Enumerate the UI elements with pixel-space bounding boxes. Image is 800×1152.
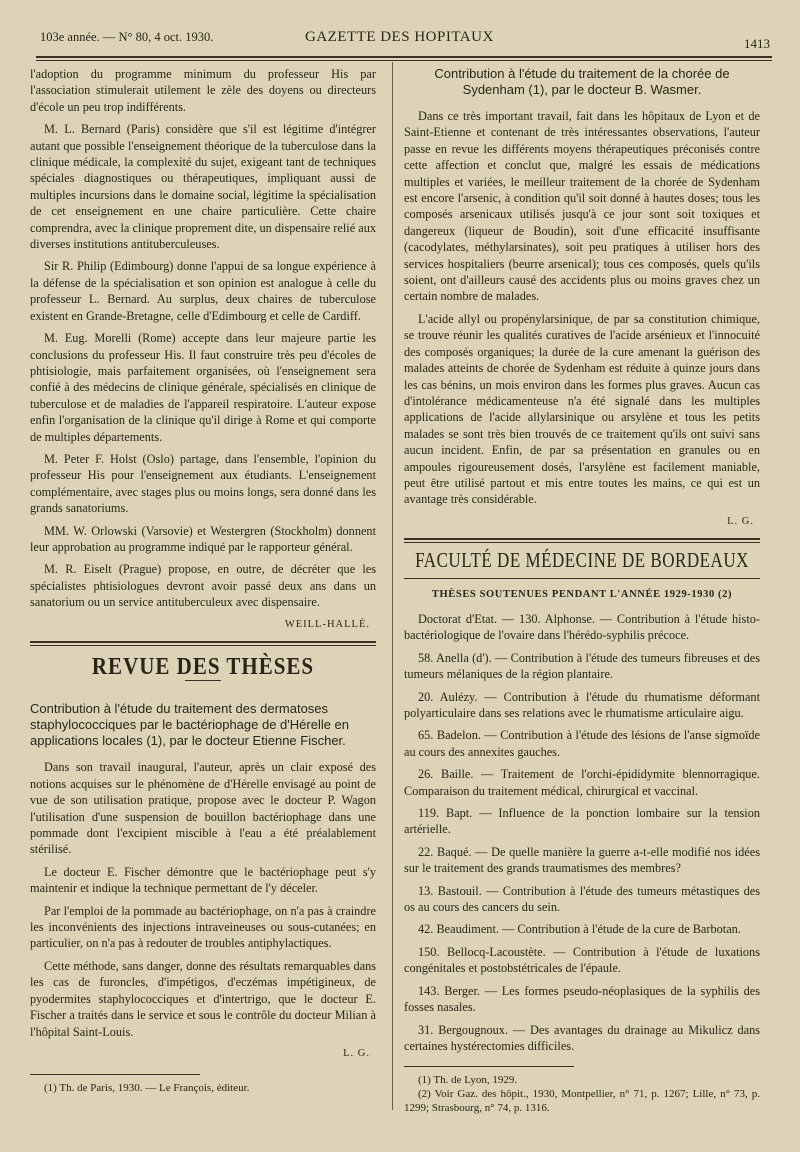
thesis-entry: 20. Aulézy. — Contribution à l'étude du rhumatisme déformant polyarticulaire dans ses relations avec le rhumatisme articulaire aigu. (404, 689, 760, 720)
section-title: FACULTÉ DE MÉDECINE DE BORDEAUX (415, 548, 749, 573)
paragraph: l'adoption du programme minimum du professeur His par l'association stimulerait utilement le zèle des doyens ou directeurs d'école un peu trop indifférents. (30, 67, 376, 114)
footnote: (1) Th. de Lyon, 1929. (418, 1074, 518, 1087)
article-title: Contribution à l'étude du traitement des dermatoses staphylococciques par le bactériophage de d'Hérelle en applications locales (1), par le docteur Etienne Fischer. (30, 701, 350, 749)
left-column (30, 66, 376, 1095)
thesis-entry: 143. Berger. — Les formes pseudo-néoplasiques de la syphilis des fosses nasales. (404, 983, 760, 1015)
footnote: (1) Th. de Paris, 1930. — Le François, éditeur. (44, 1082, 250, 1095)
article-signature: L. G. (343, 1047, 370, 1059)
thesis-entry: 150. Bellocq-Lacoustète. — Contribution à l'étude de luxations congénitales et postobstétricales de l'épaule. (404, 944, 760, 976)
thesis-entry: 22. Baqué. — De quelle manière la guerre a-t-elle modifié nos idées sur le traitement des grands traumatismes des membres? (404, 844, 760, 876)
paragraph: L'acide allyl ou propénylarsinique, de par sa constitution chimique, se trouve réunir les qualités curatives de l'acide arsénieux et l'innocuité des composés organiques; la durée de la cure amenant la guérison des malades atteints de chorée de Sydenham est réduite à quinze jours dans les cas bénins, un mois environ dans les formes plus graves. Aucun cas d'intolérance médicamenteuse n'a été signalé dans les multiples applications de l'acide allylarsinique ou arsylène et tous les petits malades se sont très bien trouvés de ce traitement qu'ils ont suivi sans aucun incident. Enfin, de par sa présentation en granules ou en ampoules rigoureusement dosés, l'arsylène est facilement maniable, peut être utilisé partout et mis entre toutes les mains, ce qui est un avantage très considérable. (404, 311, 760, 507)
paragraph: Par l'emploi de la pommade au bactériophage, on n'a pas à craindre les inconvénients des injections intraveineuses ou sous-cutanées; en particulier, on n'a pas à redouter de troubles antiphylactiques. (30, 903, 376, 951)
article-signature: L. G. (727, 515, 754, 527)
section-rule (30, 641, 376, 646)
paragraph: M. Eug. Morelli (Rome) accepte dans leur majeure partie les conclusions du professeur His. Il faut construire très peu d'écoles de phtisiologie, mais parfaitement organisées, où l'enseignement sera confié à des médecins de clinique générale, spécialisés en clinique de tuberculose et de maladies de l'appareil respiratoire. L'auteur expose enfin l'organisation de la clinique qu'il dirige à Rome et qui comporte de multiples départements. (30, 331, 376, 444)
paragraph: Sir R. Philip (Edimbourg) donne l'appui de sa longue expérience à la défense de la spécialisation et son opinion est analogue à celle du professeur L. Bernard. Au surplus, deux chaires de tuberculose existent en Grande-Bretagne, celle d'Edimbourg et celle de Cardiff. (30, 259, 376, 323)
journal-title: GAZETTE DES HOPITAUX (305, 29, 494, 45)
short-rule (185, 680, 221, 681)
paragraph: M. R. Eiselt (Prague) propose, en outre, de décréter que les spécialistes phtisiologues devront avoir passé deux ans dans un sanatorium ou un service antituberculeux avec dispensaire. (30, 562, 376, 610)
column-divider (392, 62, 393, 1110)
section-title: REVUE DES THÈSES (91, 652, 315, 680)
thesis-entry: 65. Badelon. — Contribution à l'étude des lésions de l'anse sigmoïde au cours des annexites gauches. (404, 728, 760, 759)
thesis-entry: 26. Baille. — Traitement de l'orchi-épididymite blennorragique. Comparaison du traitement médical, chirurgical et vaccinal. (404, 767, 760, 798)
right-column (404, 66, 760, 1115)
section-rule (404, 578, 760, 579)
issue-info: 103e année. — N° 80, 4 oct. 1930. (40, 30, 214, 44)
paragraph: M. Peter F. Holst (Oslo) partage, dans l'ensemble, l'opinion du professeur His pour l'enseignement aux étudiants. L'enseignement complémentaire, avec stages plus ou moins longs, sera donné dans les grands sanatoriums. (30, 451, 376, 516)
page-header (40, 28, 770, 50)
footnote: (2) Voir Gaz. des hôpit., 1930, Montpellier, n° 71, p. 1267; Lille, n° 73, p. 1299; Strasbourg, n° 74, p. 1316. (404, 1088, 760, 1115)
thesis-entry: Doctorat d'Etat. — 130. Alphonse. — Contribution à l'étude histo-bactériologique de l'ovaire dans l'hérédo-syphilis précoce. (404, 611, 760, 643)
signature: WEILL-HALLÉ. (284, 618, 370, 630)
paragraph: Dans ce très important travail, fait dans les hôpitaux de Lyon et de Saint-Etienne et contenant de très intéressantes observations, l'auteur passe en revue les différents moyens thérapeutiques préconisés contre cette affection et conclut que, malgré les essais de médications multiples et variées, le meilleur traitement de la chorée de Sydenham est encore l'arsenic, à condition qu'il soit donné à hautes doses; tous les composés arsenicaux utilisés jusqu'à ce jour sont soit toxiques et dangereux (liqueur de Boudin), soit d'une efficacité insuffisante (cacodylates, méthylarsinates), soit peu pratiques à utiliser hors des services hospitaliers (beurre arsenical); tous ces composés, quels qu'ils soient, ont d'ailleurs causé des accidents plus ou moins graves chez un certain nombre de malades. (404, 109, 760, 304)
header-rule (36, 56, 772, 61)
theses-heading: THÈSES SOUTENUES PENDANT L'ANNÉE 1929-1930 (2) (431, 588, 733, 600)
section-rule (404, 538, 760, 543)
page-number: 1413 (744, 36, 770, 51)
paragraph: Cette méthode, sans danger, donne des résultats remarquables dans les cas de furoncles, d'impétigos, d'eczémas impétigineux, de pyodermites staphylococciques et d'intertrigo, que le docteur E. Fischer a traités dans le service et sous le contrôle du docteur Milian à l'hôpital Saint-Louis. (30, 958, 376, 1039)
footnotes (30, 1081, 376, 1095)
thesis-entry: 119. Bapt. — Influence de la ponction lombaire sur la tension artérielle. (404, 806, 760, 837)
thesis-entry: 13. Bastouil. — Contribution à l'étude des tumeurs métastiques des os au cours des cancers du sein. (404, 883, 760, 915)
thesis-entry: 58. Anella (d'). — Contribution à l'étude des tumeurs fibreuses et des tumeurs mélaniques de la région plantaire. (404, 650, 760, 682)
footnote-rule (30, 1074, 200, 1075)
thesis-entry: 31. Bergougnoux. — Des avantages du drainage au Mikulicz dans certaines hystérectomies difficiles. (404, 1022, 760, 1053)
paragraph: MM. W. Orlowski (Varsovie) et Westergren (Stockholm) donnent leur approbation au programme indiqué par le rapporteur général. (30, 523, 376, 554)
footnote-rule (404, 1066, 574, 1067)
paragraph: Le docteur E. Fischer démontre que le bactériophage peut s'y maintenir et indique la technique permettant de l'y déceler. (30, 864, 376, 896)
paragraph: Dans son travail inaugural, l'auteur, après un clair exposé des notions acquises sur le phénomène de d'Hérelle envisagé au point de vue de son utilisation pratique, propose avec le docteur P. Wagon l'utilisation d'une suspension de bouillon bactériophage dans une pommade dont l'excipient miscible à l'eau a été préalablement stérilisé. (30, 760, 376, 857)
thesis-entry: 42. Beaudiment. — Contribution à l'étude de la cure de Barbotan. (418, 922, 741, 937)
paragraph: M. L. Bernard (Paris) considère que s'il est légitime d'intégrer autant que possible l'enseignement théorique de la tuberculose dans la clinique médicale, la complexité du sujet, exigeant tant de techniques spéciales diagnostiques ou thérapeutiques, impliquant aussi de multiples incursions dans le domaine social, légitime la spécialisation de cet enseignement en une chaire particulière. Cette chaire comprendra, avec la clinique proprement dite, un dispensaire relié aux diverses institutions antituberculeuses. (30, 122, 376, 252)
article-title: Contribution à l'étude du traitement de la chorée de Sydenham (1), par le docteur B. Wasmer. (434, 66, 730, 97)
footnotes (404, 1073, 760, 1115)
